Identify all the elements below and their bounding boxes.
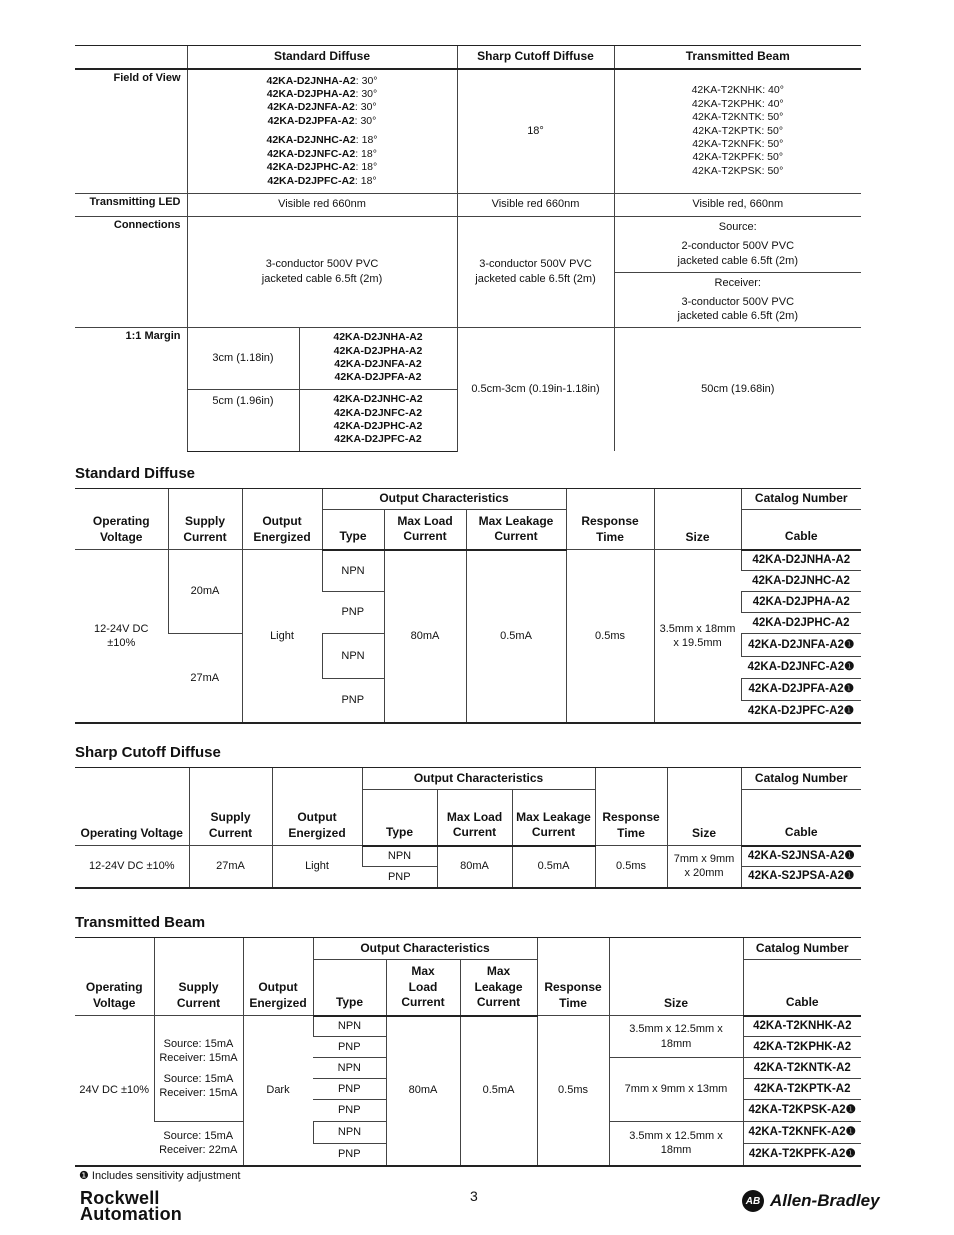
conn-receiver-line1: 3-conductor 500V PVC — [681, 295, 795, 308]
hdr-catalog-number: Catalog Number — [743, 938, 861, 960]
fov-standard — [187, 69, 457, 193]
row-label-margin: 1:1 Margin — [75, 327, 187, 451]
conn-source-line1: 2-conductor 500V PVC — [681, 240, 795, 253]
fov-std-a-model-2: 42KA-D2JNFA-A2 — [267, 101, 355, 114]
hdr-output-characteristics: Output Characteristics — [362, 768, 595, 790]
std-voltage-line2: ±10% — [107, 636, 136, 649]
beam-catalog-4: 42KA-T2KPSK-A2❶ — [743, 1100, 861, 1122]
rockwell-logo-line2: Automation — [80, 1204, 182, 1224]
fov-std-c-3 — [191, 175, 454, 188]
conn-sharp-line1: 3-conductor 500V PVC — [479, 258, 592, 271]
hdr-size: Size — [667, 768, 741, 846]
beam-type-4: PNP — [313, 1100, 386, 1122]
hdr-response-time: Response Time — [566, 489, 654, 550]
beam-current-a-line3: Source: 15mA — [163, 1072, 234, 1085]
beam-max-load: 80mA — [386, 1016, 460, 1166]
hdr-max-load-word3: Current — [401, 995, 445, 1010]
std-catalog-5: 42KA-D2JNFC-A2❶ — [741, 657, 861, 679]
fov-std-a-model-0: 42KA-D2JNHA-A2 — [266, 74, 356, 87]
hdr-size: Size — [654, 489, 741, 550]
hdr-max-load-word2: Load — [408, 979, 438, 994]
fov-std-a-1 — [191, 88, 454, 101]
hdr-catalog-number: Catalog Number — [741, 768, 861, 790]
sharp-type-0: NPN — [362, 846, 437, 867]
hdr-max-load: Max Load Current — [384, 510, 466, 550]
margin-model-a-1: 42KA-D2JPHA-A2 — [333, 344, 423, 357]
std-type-1: PNP — [322, 592, 384, 634]
rockwell-logo-line1: Rockwell — [80, 1188, 160, 1208]
hdr-max-load-word1: Max — [411, 964, 435, 979]
ab-badge-icon: AB — [742, 1190, 764, 1212]
std-catalog-2: 42KA-D2JPHA-A2 — [741, 592, 861, 613]
std-catalog-7: 42KA-D2JPFC-A2❶ — [741, 701, 861, 723]
conn-standard-line1: 3-conductor 500V PVC — [265, 258, 379, 271]
std-voltage-line1: 12-24V DC — [94, 622, 149, 635]
conn-source-label: Source: — [718, 221, 757, 234]
conn-source-line2: jacketed cable 6.5ft (2m) — [677, 254, 798, 267]
margin-model-a-0: 42KA-D2JNHA-A2 — [333, 331, 423, 344]
conn-standard-line2: jacketed cable 6.5ft (2m) — [261, 272, 383, 285]
hdr-response-time: Response Time — [595, 768, 667, 846]
beam-current-a-line2: Receiver: 15mA — [159, 1052, 238, 1065]
conn-receiver-label: Receiver: — [714, 276, 761, 289]
std-output: Light — [242, 550, 322, 723]
spec-header-sharp: Sharp Cutoff Diffuse — [457, 46, 614, 70]
sharp-response: 0.5ms — [595, 846, 667, 888]
beam-current-b — [154, 1122, 243, 1166]
beam-size-a: 3.5mm x 12.5mm x 18mm — [609, 1016, 743, 1058]
std-type-0: NPN — [322, 550, 384, 592]
section-title-standard: Standard Diffuse — [75, 465, 196, 482]
hdr-max-leakage: Max Leakage Current — [512, 790, 595, 846]
fov-std-c-angle-2: : 18° — [355, 161, 378, 174]
allen-bradley-logo — [742, 1190, 880, 1212]
sharp-current: 27mA — [189, 846, 272, 888]
std-current-b: 27mA — [168, 634, 242, 723]
beam-type-6: PNP — [313, 1144, 386, 1166]
margin-model-a-3: 42KA-D2JPFA-A2 — [334, 371, 422, 384]
margin-models-a — [299, 327, 457, 389]
beam-type-3: PNP — [313, 1079, 386, 1100]
hdr-catalog-number: Catalog Number — [741, 489, 861, 510]
std-voltage — [75, 550, 168, 723]
fov-std-c-angle-1: : 18° — [355, 147, 377, 160]
sharp-voltage: 12-24V DC ±10% — [75, 846, 189, 888]
hdr-operating-voltage: Operating Voltage — [75, 768, 189, 846]
margin-sharp: 0.5cm-3cm (0.19in-1.18in) — [457, 327, 614, 451]
fov-std-c-1 — [191, 148, 454, 161]
sharp-size-line1: 7mm x 9mm — [673, 853, 735, 866]
std-size-line2: x 19.5mm — [673, 636, 722, 649]
sharp-max-load: 80mA — [437, 846, 512, 888]
hdr-output-energized: Output Energized — [243, 938, 313, 1016]
beam-catalog-5: 42KA-T2KNFK-A2❶ — [743, 1122, 861, 1144]
fov-beam-line-0: 42KA-T2KNHK: 40° — [691, 84, 784, 97]
beam-type-5: NPN — [313, 1122, 386, 1144]
beam-current-a — [154, 1016, 243, 1122]
sharp-size — [667, 846, 741, 888]
margin-models-c — [299, 389, 457, 451]
fov-beam — [614, 69, 861, 193]
fov-std-c-model-1: 42KA-D2JNFC-A2 — [267, 147, 356, 160]
conn-sharp-line2: jacketed cable 6.5ft (2m) — [475, 272, 596, 285]
conn-sharp — [457, 216, 614, 327]
std-size — [654, 550, 741, 723]
fov-std-c-model-3: 42KA-D2JPFC-A2 — [267, 174, 355, 187]
std-catalog-3: 42KA-D2JPHC-A2 — [741, 613, 861, 634]
margin-model-a-2: 42KA-D2JNFA-A2 — [334, 358, 422, 370]
fov-beam-line-2: 42KA-T2KNTK: 50° — [692, 111, 784, 124]
fov-beam-line-5: 42KA-T2KPFK: 50° — [692, 151, 784, 164]
standard-table — [75, 488, 861, 724]
beam-size-c: 3.5mm x 12.5mm x 18mm — [609, 1122, 743, 1166]
spec-table — [75, 45, 861, 452]
sharp-leakage: 0.5mA — [512, 846, 595, 888]
hdr-supply-current: Supply Current — [189, 768, 272, 846]
beam-voltage: 24V DC ±10% — [75, 1016, 154, 1166]
std-max-load: 80mA — [384, 550, 466, 723]
fov-std-c-model-2: 42KA-D2JPHC-A2 — [266, 161, 356, 174]
footnote: ❶ Includes sensitivity adjustment — [79, 1170, 241, 1182]
fov-beam-line-3: 42KA-T2KPTK: 50° — [692, 124, 784, 137]
fov-std-a-angle-3: : 30° — [354, 114, 377, 127]
std-leakage: 0.5mA — [466, 550, 566, 723]
spec-header-standard: Standard Diffuse — [187, 46, 457, 70]
fov-beam-line-1: 42KA-T2KPHK: 40° — [691, 97, 784, 110]
fov-std-a-model-1: 42KA-D2JPHA-A2 — [266, 87, 356, 100]
hdr-cable: Cable — [743, 960, 861, 1016]
hdr-supply-current: Supply Current — [168, 489, 242, 550]
std-type-3: PNP — [322, 679, 384, 723]
fov-std-a-angle-1: : 30° — [355, 87, 378, 100]
hdr-cable: Cable — [741, 790, 861, 846]
row-label-fov: Field of View — [75, 69, 187, 193]
margin-model-c-2: 42KA-D2JPHC-A2 — [333, 420, 423, 432]
conn-receiver-line2: jacketed cable 6.5ft (2m) — [677, 310, 798, 323]
allen-bradley-wordmark: Allen-Bradley — [770, 1191, 880, 1210]
margin-dist-a: 3cm (1.18in) — [187, 327, 299, 389]
margin-model-c-0: 42KA-D2JNHC-A2 — [333, 393, 423, 406]
hdr-cable: Cable — [741, 510, 861, 550]
hdr-operating-voltage: Operating Voltage — [75, 938, 154, 1016]
fov-std-c-2 — [191, 161, 454, 174]
fov-std-a-angle-0: : 30° — [355, 74, 378, 87]
row-label-connections: Connections — [75, 216, 187, 327]
section-title-sharp: Sharp Cutoff Diffuse — [75, 744, 221, 761]
page-number: 3 — [470, 1188, 478, 1204]
led-sharp: Visible red 660nm — [457, 193, 614, 216]
conn-beam-receiver — [614, 272, 861, 327]
beam-current-b-line2: Receiver: 22mA — [159, 1144, 238, 1157]
beam-table — [75, 937, 861, 1167]
led-standard: Visible red 660nm — [187, 193, 457, 216]
rockwell-automation-logo — [80, 1190, 182, 1222]
spec-corner — [75, 46, 187, 70]
hdr-max-load: Max Load Current — [437, 790, 512, 846]
fov-std-c-angle-3: : 18° — [354, 174, 377, 187]
std-type-2: NPN — [322, 634, 384, 679]
std-response: 0.5ms — [566, 550, 654, 723]
hdr-output-energized: Output Energized — [242, 489, 322, 550]
beam-catalog-2: 42KA-T2KNTK-A2 — [743, 1058, 861, 1079]
conn-standard — [187, 216, 457, 327]
sharp-type-1: PNP — [362, 867, 437, 888]
hdr-size: Size — [609, 938, 743, 1016]
fov-std-a-angle-2: : 30° — [354, 101, 377, 114]
hdr-type: Type — [322, 510, 384, 550]
hdr-output-energized: Output Energized — [272, 768, 362, 846]
hdr-output-characteristics: Output Characteristics — [313, 938, 537, 960]
section-title-beam: Transmitted Beam — [75, 914, 206, 931]
beam-output: Dark — [243, 1016, 313, 1166]
beam-current-a-line1: Source: 15mA — [163, 1038, 234, 1051]
beam-type-2: NPN — [313, 1058, 386, 1079]
std-size-line1: 3.5mm x 18mm — [659, 622, 736, 635]
sharp-table — [75, 767, 861, 889]
fov-std-c-0 — [191, 134, 454, 147]
fov-std-a-0 — [191, 75, 454, 88]
beam-type-1: PNP — [313, 1037, 386, 1058]
margin-model-c-3: 42KA-D2JPFC-A2 — [334, 433, 422, 446]
margin-beam: 50cm (19.68in) — [614, 327, 861, 451]
led-beam: Visible red, 660nm — [614, 193, 861, 216]
hdr-supply-current: Supply Current — [154, 938, 243, 1016]
fov-beam-line-4: 42KA-T2KNFK: 50° — [692, 137, 784, 150]
std-catalog-0: 42KA-D2JNHA-A2 — [741, 550, 861, 571]
hdr-max-load — [386, 960, 460, 1016]
fov-std-a-model-3: 42KA-D2JPFA-A2 — [267, 114, 355, 127]
hdr-max-leakage: Max Leakage Current — [460, 960, 537, 1016]
margin-model-c-1: 42KA-D2JNFC-A2 — [333, 406, 423, 419]
fov-beam-line-6: 42KA-T2KPSK: 50° — [692, 164, 784, 177]
conn-beam-source — [614, 216, 861, 272]
std-current-a: 20mA — [168, 550, 242, 634]
sharp-output: Light — [272, 846, 362, 888]
row-label-led: Transmitting LED — [75, 193, 187, 216]
fov-sharp: 18° — [457, 69, 614, 193]
std-catalog-1: 42KA-D2JNHC-A2 — [741, 571, 861, 592]
hdr-type: Type — [362, 790, 437, 846]
std-catalog-4: 42KA-D2JNFA-A2❶ — [741, 634, 861, 657]
beam-catalog-1: 42KA-T2KPHK-A2 — [743, 1037, 861, 1058]
sharp-size-line2: x 20mm — [684, 867, 724, 880]
sharp-catalog-1: 42KA-S2JPSA-A2❶ — [741, 867, 861, 888]
fov-std-a-3 — [191, 115, 454, 128]
fov-std-c-model-0: 42KA-D2JNHC-A2 — [266, 134, 356, 147]
fov-std-a-2 — [191, 101, 454, 114]
beam-catalog-0: 42KA-T2KNHK-A2 — [743, 1016, 861, 1037]
spec-header-beam: Transmitted Beam — [614, 46, 861, 70]
hdr-response-time: Response Time — [537, 938, 609, 1016]
beam-response: 0.5ms — [537, 1016, 609, 1166]
beam-current-a-line4: Receiver: 15mA — [159, 1086, 238, 1099]
hdr-type: Type — [313, 960, 386, 1016]
beam-size-b: 7mm x 9mm x 13mm — [609, 1058, 743, 1122]
beam-catalog-6: 42KA-T2KPFK-A2❶ — [743, 1144, 861, 1166]
beam-type-0: NPN — [313, 1016, 386, 1037]
beam-leakage: 0.5mA — [460, 1016, 537, 1166]
hdr-output-characteristics: Output Characteristics — [322, 489, 566, 510]
sharp-catalog-0: 42KA-S2JNSA-A2❶ — [741, 846, 861, 867]
std-catalog-6: 42KA-D2JPFA-A2❶ — [741, 679, 861, 701]
beam-catalog-3: 42KA-T2KPTK-A2 — [743, 1079, 861, 1100]
margin-dist-c: 5cm (1.96in) — [187, 389, 299, 451]
hdr-max-leakage: Max Leakage Current — [466, 510, 566, 550]
hdr-operating-voltage: Operating Voltage — [75, 489, 168, 550]
beam-current-b-line1: Source: 15mA — [163, 1130, 234, 1143]
fov-std-c-angle-0: : 18° — [355, 134, 378, 147]
